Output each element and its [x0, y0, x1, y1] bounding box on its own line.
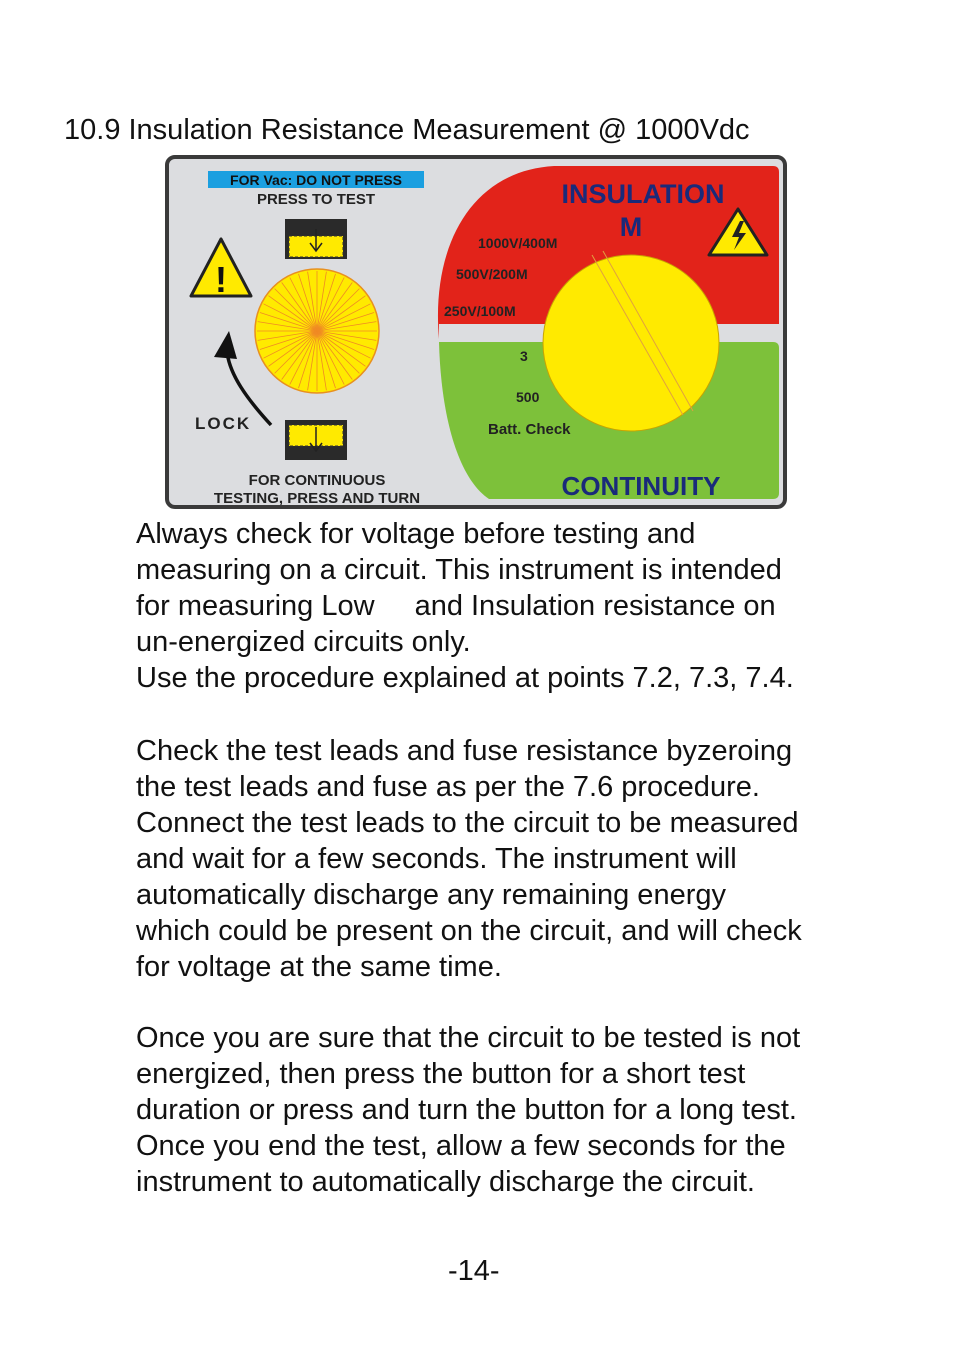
text-line: measuring on a circuit. This instrument is intended	[136, 554, 782, 586]
text-fragment: for measuring Low	[136, 590, 375, 622]
text-line: energized, then press the button for a short test	[136, 1058, 746, 1090]
text-line: duration or press and turn the button for a long test.	[136, 1094, 797, 1126]
test-knob-sunburst	[255, 269, 379, 393]
continuity-label: CONTINUITY	[561, 471, 721, 501]
continuous-testing-line2: TESTING, PRESS AND TURN	[213, 490, 421, 507]
press-to-test-text: PRESS TO TEST	[256, 191, 376, 208]
text-line: Use the procedure explained at points 7.2, 7.3, 7.4.	[136, 662, 794, 694]
warning-triangle-icon	[191, 239, 251, 300]
page-number: -14-	[448, 1255, 500, 1287]
svg-text:!: !	[215, 259, 227, 300]
text-line: instrument to automatically discharge the circuit.	[136, 1166, 755, 1198]
text-line: un-energized circuits only.	[136, 626, 471, 658]
text-line: Once you are sure that the circuit to be tested is not	[136, 1022, 801, 1054]
paragraph-test-leads	[136, 733, 896, 985]
continuous-testing-line1: FOR CONTINUOUS	[248, 472, 386, 489]
section-heading: 10.9 Insulation Resistance Measurement @ 1000Vdc	[64, 114, 750, 146]
paragraph-voltage-check	[136, 516, 896, 696]
paragraph-run-test	[136, 1020, 896, 1200]
text-line	[136, 588, 896, 624]
range-500v: 500V/200M	[456, 266, 528, 282]
text-line: automatically discharge any remaining energy	[136, 879, 726, 911]
lock-label: LOCK	[195, 414, 252, 433]
text-line: the test leads and fuse as per the 7.6 procedure.	[136, 771, 760, 803]
text-line: Always check for voltage before testing and	[136, 518, 696, 550]
test-button-top	[285, 219, 347, 259]
range-batt-check: Batt. Check	[488, 421, 571, 438]
text-line: for voltage at the same time.	[136, 951, 502, 983]
text-line: Once you end the test, allow a few seconds for the	[136, 1130, 786, 1162]
text-line: which could be present on the circuit, and will check	[136, 915, 802, 947]
text-line: and wait for a few seconds. The instrument will	[136, 843, 737, 875]
vac-warning-text: FOR Vac: DO NOT PRESS	[230, 172, 402, 188]
test-button-bottom	[285, 420, 347, 460]
instrument-panel-diagram	[165, 155, 787, 509]
range-3: 3	[520, 348, 528, 364]
insulation-unit: M	[619, 212, 643, 242]
text-line: Connect the test leads to the circuit to be measured	[136, 807, 799, 839]
range-500: 500	[516, 389, 540, 405]
text-fragment: and Insulation resistance on	[414, 590, 776, 622]
text-line: Check the test leads and fuse resistance byzeroing	[136, 735, 793, 767]
range-250v: 250V/100M	[444, 303, 516, 319]
range-1000v: 1000V/400M	[478, 235, 558, 251]
insulation-label: INSULATION	[561, 179, 725, 209]
